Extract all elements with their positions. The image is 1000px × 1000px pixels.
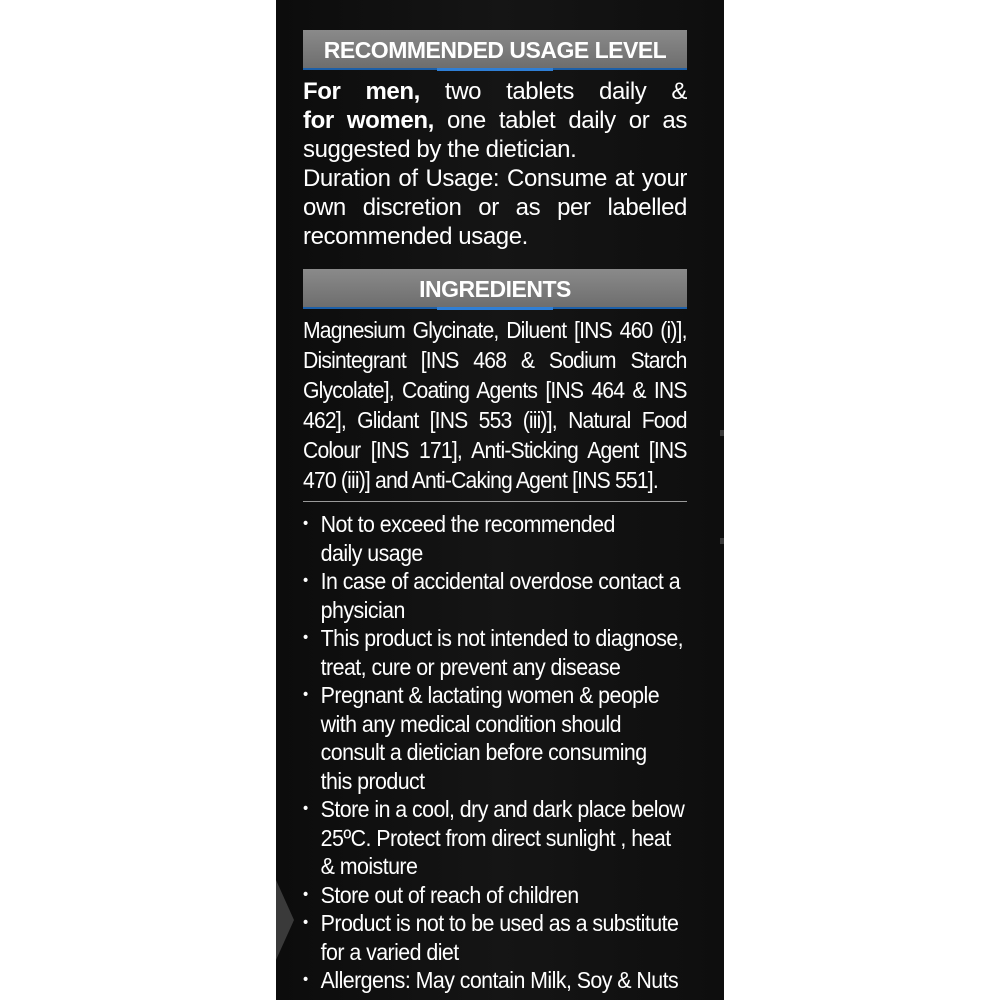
bullet-icon: •	[303, 800, 308, 817]
warning-item	[303, 966, 702, 995]
warning-item	[303, 881, 702, 910]
label-content	[303, 30, 687, 995]
bullet-icon: •	[303, 885, 308, 903]
bullet-icon: •	[303, 629, 308, 646]
usage-text	[303, 77, 687, 251]
warning-line: This product is not intended to diagnose,	[320, 625, 684, 651]
warning-item	[303, 510, 702, 567]
warning-line: Store out of reach of children	[320, 881, 579, 908]
ingredients-line: Magnesium Glycinate, Diluent [INS 460 (i)],	[303, 317, 687, 343]
warnings-list	[303, 510, 687, 995]
women-label: for women,	[303, 107, 434, 134]
warning-line: daily usage	[320, 539, 423, 566]
ingredients-line: Glycolate], Coating Agents [INS 464 & INS	[303, 377, 687, 403]
warning-line: In case of accidental overdose contact a	[320, 568, 681, 594]
bullet-icon: •	[303, 971, 308, 988]
warning-line: Pregnant & lactating women & people	[320, 682, 660, 708]
duration-line-3: recommended usage.	[303, 223, 528, 250]
bullet-icon: •	[303, 914, 308, 931]
warning-item	[303, 624, 702, 681]
label-panel	[276, 0, 724, 1000]
decorative-mark-right	[720, 538, 724, 544]
decorative-mark-right	[720, 430, 724, 436]
men-label: For men,	[303, 78, 420, 105]
warning-line: Product is not to be used as a substitute	[320, 910, 679, 936]
warning-item	[303, 567, 702, 624]
section-divider	[303, 501, 687, 502]
warning-line: Store in a cool, dry and dark place below	[320, 796, 685, 822]
usage-line-dietician: suggested by the dietician.	[303, 136, 577, 163]
duration-line-2: own discretion or as per labelled	[303, 194, 687, 221]
warning-line: with any medical condition should	[320, 710, 621, 737]
ingredients-line: Colour [INS 171], Anti-Sticking Agent [INS	[303, 437, 687, 463]
duration-line-1: Duration of Usage: Consume at your	[303, 165, 687, 192]
warning-line: for a varied diet	[320, 938, 459, 965]
warning-item	[303, 795, 702, 881]
warning-line: treat, cure or prevent any disease	[320, 653, 621, 680]
warning-line: 25ºC. Protect from direct sunlight , heat	[320, 824, 671, 851]
warning-line: Allergens: May contain Milk, Soy & Nuts	[320, 967, 679, 993]
decorative-arrow-left	[276, 880, 294, 960]
ingredients-line: Disintegrant [INS 468 & Sodium Starch	[303, 347, 687, 373]
ingredients-line: 470 (iii)] and Anti-Caking Agent [INS 551].	[303, 467, 658, 493]
warning-line: Not to exceed the recommended	[320, 511, 615, 537]
warning-line: this product	[320, 767, 425, 794]
warning-item	[303, 909, 702, 966]
usage-line-men	[303, 77, 687, 106]
men-text: two tablets daily &	[419, 78, 687, 105]
women-text: one tablet daily or as	[433, 107, 687, 134]
warning-line: consult a dietician before consuming	[320, 739, 647, 765]
bullet-icon: •	[303, 572, 308, 589]
usage-line-women	[303, 106, 687, 135]
ingredients-header: INGREDIENTS	[303, 269, 687, 309]
ingredients-line: 462], Glidant [INS 553 (iii)], Natural Food	[303, 407, 687, 433]
warning-line: & moisture	[320, 853, 418, 879]
warning-line: physician	[320, 596, 405, 623]
bullet-icon: •	[303, 515, 308, 532]
usage-header: RECOMMENDED USAGE LEVEL	[303, 30, 687, 70]
ingredients-text	[303, 315, 687, 495]
warning-item	[303, 681, 702, 795]
bullet-icon: •	[303, 686, 308, 703]
